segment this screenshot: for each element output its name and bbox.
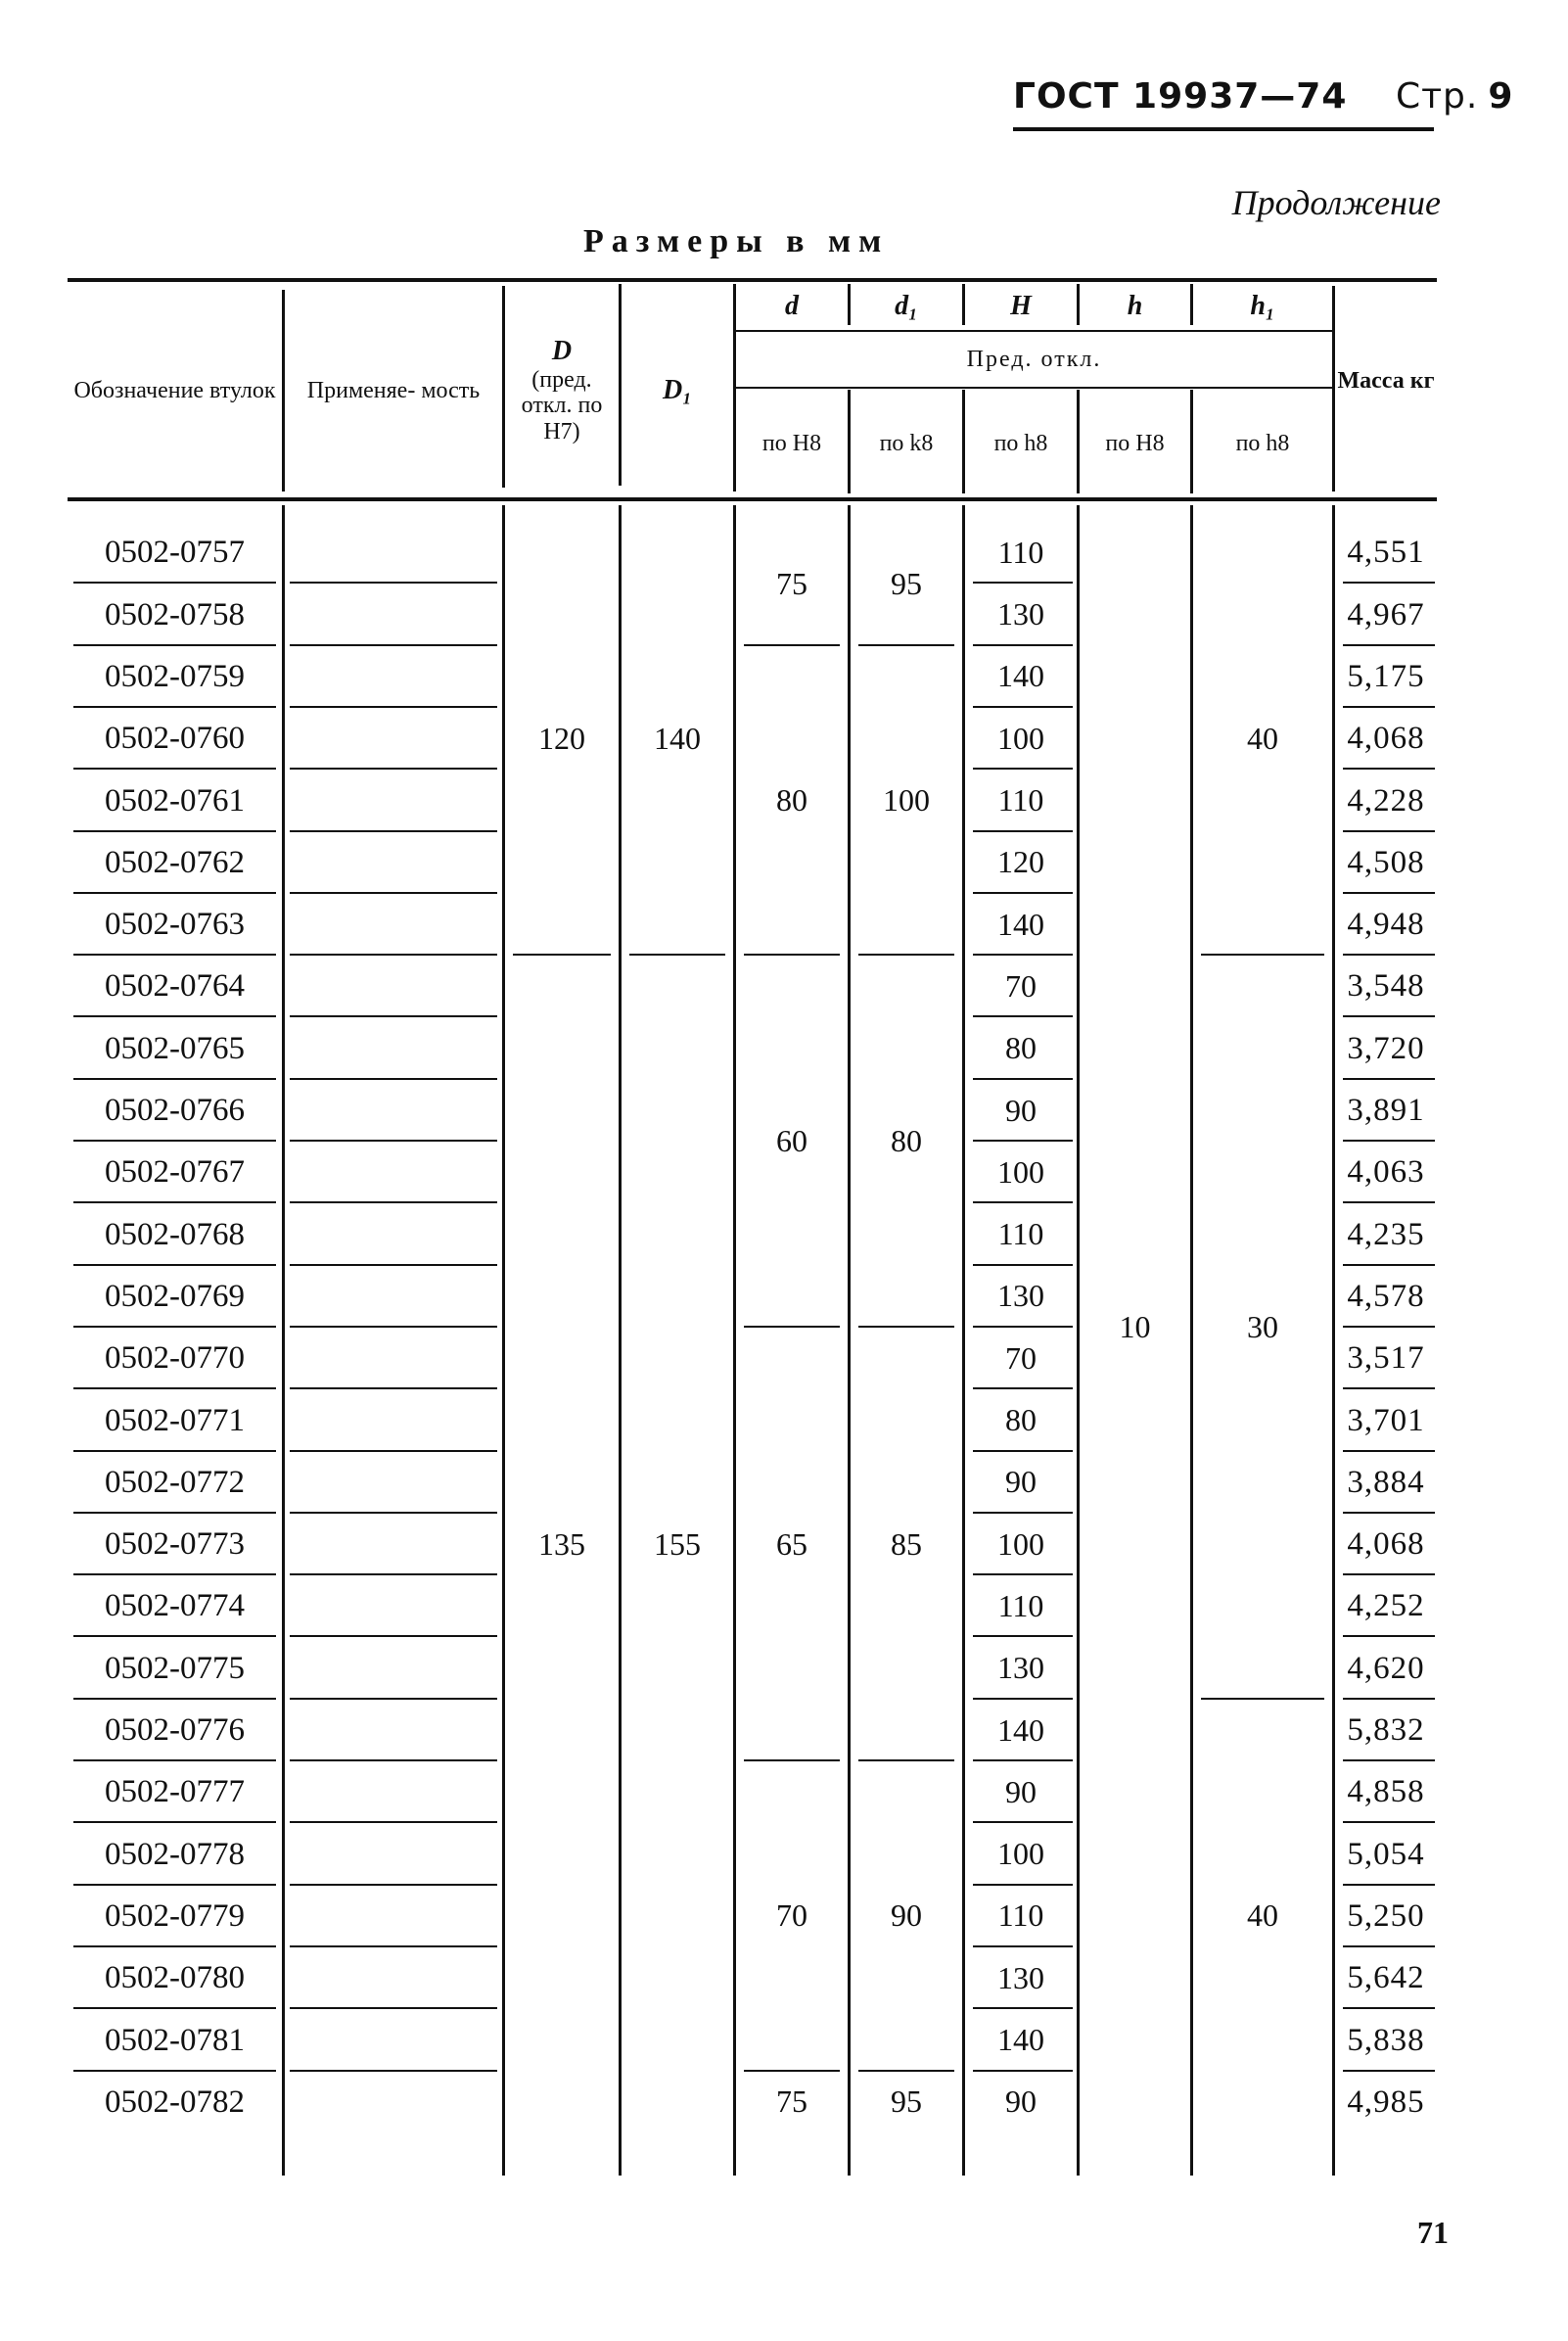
mass-cell: 3,701 (1347, 1402, 1425, 1438)
header-H-tolerance: по h8 (993, 430, 1048, 456)
d-group-cell: 80 (776, 782, 807, 819)
applicability-cell (285, 1947, 502, 2009)
designation-cell: 0502-0761 (105, 782, 245, 819)
H-cell: 130 (997, 1650, 1044, 1686)
mass-cell: 3,884 (1347, 1464, 1425, 1500)
continuation-label: Продолжение (1231, 183, 1441, 222)
header-D1: D₁ (663, 375, 692, 406)
D1-group-cell: 155 (654, 1525, 701, 1562)
H-cell: 110 (997, 1897, 1044, 1934)
applicability-cell (285, 1514, 502, 1575)
header-designation: Обозначение втулок (73, 377, 276, 403)
applicability-cell (285, 646, 502, 708)
mass-cell: 4,508 (1347, 844, 1425, 880)
header-mass: Масса кг (1337, 367, 1435, 394)
header-D-symbol: D (551, 336, 573, 367)
designation-cell: 0502-0764 (105, 968, 245, 1005)
mass-cell: 4,620 (1347, 1650, 1425, 1686)
h1-group-cell: 30 (1247, 1309, 1278, 1345)
d-group-cell: 65 (776, 1525, 807, 1562)
designation-cell: 0502-0773 (105, 1526, 245, 1563)
designation-cell: 0502-0762 (105, 844, 245, 880)
D1-group-cell: 140 (654, 720, 701, 756)
H-cell: 120 (997, 844, 1044, 880)
header-h: h (1127, 291, 1143, 322)
applicability-cell (285, 894, 502, 956)
mass-cell: 4,235 (1347, 1216, 1425, 1252)
h-group-cell: 10 (1119, 1309, 1151, 1345)
applicability-cell (285, 1886, 502, 1947)
mass-cell: 4,228 (1347, 782, 1425, 819)
applicability-cell (285, 1017, 502, 1079)
applicability-cell (285, 1637, 502, 1699)
page-header (1013, 76, 1513, 117)
applicability-cell (285, 584, 502, 645)
mass-cell: 5,175 (1347, 658, 1425, 694)
D-group-cell: 120 (538, 720, 585, 756)
designation-cell: 0502-0759 (105, 658, 245, 694)
designation-cell: 0502-0772 (105, 1464, 245, 1500)
D-group-cell: 135 (538, 1525, 585, 1562)
H-cell: 110 (997, 534, 1044, 570)
mass-cell: 5,250 (1347, 1897, 1425, 1934)
applicability-cell (285, 522, 502, 584)
applicability-cell (285, 770, 502, 831)
applicability-cell (285, 2009, 502, 2071)
header-tolerance-rule (735, 387, 1334, 389)
header-bottom-rule (68, 497, 1437, 501)
designation-cell: 0502-0774 (105, 1588, 245, 1624)
header-tolerance-group: Пред. откл. (966, 346, 1102, 372)
table-top-rule (68, 278, 1437, 282)
mass-cell: 4,967 (1347, 596, 1425, 632)
d1-group-cell: 85 (891, 1525, 922, 1562)
designation-cell: 0502-0757 (105, 535, 245, 571)
H-cell: 100 (997, 1153, 1044, 1190)
mass-cell: 3,548 (1347, 968, 1425, 1005)
mass-cell: 5,832 (1347, 1712, 1425, 1749)
header-d1: d₁ (895, 291, 918, 322)
designation-cell: 0502-0775 (105, 1650, 245, 1686)
applicability-cell (285, 708, 502, 770)
mass-cell: 4,551 (1347, 535, 1425, 571)
H-cell: 70 (1005, 967, 1037, 1004)
H-cell: 80 (1005, 1030, 1037, 1066)
header-h1: h₁ (1250, 291, 1275, 322)
designation-cell: 0502-0780 (105, 1960, 245, 1996)
applicability-cell (285, 1266, 502, 1328)
d1-group-cell: 95 (891, 2083, 922, 2120)
applicability-cell (285, 1575, 502, 1637)
header-d-tolerance: по H8 (761, 430, 822, 456)
designation-cell: 0502-0766 (105, 1093, 245, 1129)
header-rule (1013, 127, 1434, 131)
mass-cell: 4,068 (1347, 721, 1425, 757)
d1-group-cell: 100 (883, 782, 930, 819)
designation-cell: 0502-0765 (105, 1030, 245, 1066)
applicability-cell (285, 1142, 502, 1203)
page-number: 9 (1488, 76, 1514, 117)
designation-cell: 0502-0771 (105, 1402, 245, 1438)
H-cell: 90 (1005, 1773, 1037, 1809)
designation-cell: 0502-0769 (105, 1278, 245, 1314)
mass-cell: 4,578 (1347, 1278, 1425, 1314)
footer-page-number: 71 (1417, 2215, 1449, 2250)
H-cell: 140 (997, 1711, 1044, 1748)
mass-cell: 5,054 (1347, 1836, 1425, 1872)
mass-cell: 4,068 (1347, 1526, 1425, 1563)
d-group-cell: 75 (776, 565, 807, 601)
designation-cell: 0502-0776 (105, 1712, 245, 1749)
mass-cell: 4,985 (1347, 2083, 1425, 2120)
mass-cell: 3,891 (1347, 1093, 1425, 1129)
header-applicability: Применяе- мость (306, 377, 481, 403)
d1-group-cell: 95 (891, 565, 922, 601)
H-cell: 130 (997, 1959, 1044, 1995)
header-d1-tolerance: по k8 (879, 430, 934, 456)
H-cell: 130 (997, 596, 1044, 632)
mass-cell: 4,063 (1347, 1154, 1425, 1191)
header-H: H (1010, 291, 1032, 322)
H-cell: 100 (997, 1525, 1044, 1562)
d-group-cell: 60 (776, 1123, 807, 1159)
H-cell: 110 (997, 782, 1044, 819)
H-cell: 140 (997, 2022, 1044, 2058)
d-group-cell: 75 (776, 2083, 807, 2120)
page-label: Стр. (1395, 76, 1479, 117)
d1-group-cell: 80 (891, 1123, 922, 1159)
H-cell: 90 (1005, 1092, 1037, 1128)
applicability-cell (285, 832, 502, 894)
designation-cell: 0502-0758 (105, 596, 245, 632)
H-cell: 140 (997, 906, 1044, 942)
d1-group-cell: 90 (891, 1897, 922, 1934)
applicability-cell (285, 1203, 502, 1265)
header-h-tolerance: по H8 (1105, 430, 1165, 456)
designation-cell: 0502-0763 (105, 907, 245, 943)
header-d: d (785, 291, 799, 322)
applicability-cell (285, 1328, 502, 1389)
applicability-cell (285, 1080, 502, 1142)
H-cell: 90 (1005, 2083, 1037, 2120)
applicability-cell (285, 1761, 502, 1823)
designation-cell: 0502-0782 (105, 2083, 245, 2120)
designation-cell: 0502-0760 (105, 721, 245, 757)
designation-cell: 0502-0779 (105, 1897, 245, 1934)
applicability-cell (285, 1700, 502, 1761)
H-cell: 100 (997, 720, 1044, 756)
H-cell: 110 (997, 1216, 1044, 1252)
mass-cell: 4,948 (1347, 907, 1425, 943)
d-group-cell: 70 (776, 1897, 807, 1934)
h1-group-cell: 40 (1247, 1897, 1278, 1934)
designation-cell: 0502-0768 (105, 1216, 245, 1252)
mass-cell: 4,858 (1347, 1774, 1425, 1810)
applicability-cell (285, 2072, 502, 2133)
designation-cell: 0502-0777 (105, 1774, 245, 1810)
applicability-cell (285, 1823, 502, 1885)
H-cell: 130 (997, 1278, 1044, 1314)
designation-cell: 0502-0781 (105, 2022, 245, 2058)
units-caption: Размеры в мм (583, 223, 890, 259)
standard-number: ГОСТ 19937—74 (1013, 76, 1348, 117)
H-cell: 70 (1005, 1339, 1037, 1376)
mass-cell: 3,720 (1347, 1030, 1425, 1066)
H-cell: 110 (997, 1587, 1044, 1623)
H-cell: 90 (1005, 1464, 1037, 1500)
header-h1-tolerance: по h8 (1235, 430, 1290, 456)
applicability-cell (285, 1452, 502, 1514)
header-D-note: (пред. откл. по H7) (521, 366, 603, 445)
H-cell: 100 (997, 1836, 1044, 1872)
h1-group-cell: 40 (1247, 720, 1278, 756)
designation-cell: 0502-0767 (105, 1154, 245, 1191)
applicability-cell (285, 1389, 502, 1451)
H-cell: 140 (997, 658, 1044, 694)
mass-cell: 5,642 (1347, 1960, 1425, 1996)
applicability-cell (285, 956, 502, 1017)
mass-cell: 4,252 (1347, 1588, 1425, 1624)
header-D (505, 284, 619, 497)
designation-cell: 0502-0770 (105, 1340, 245, 1377)
mass-cell: 3,517 (1347, 1340, 1425, 1377)
H-cell: 80 (1005, 1402, 1037, 1438)
mass-cell: 5,838 (1347, 2022, 1425, 2058)
designation-cell: 0502-0778 (105, 1836, 245, 1872)
